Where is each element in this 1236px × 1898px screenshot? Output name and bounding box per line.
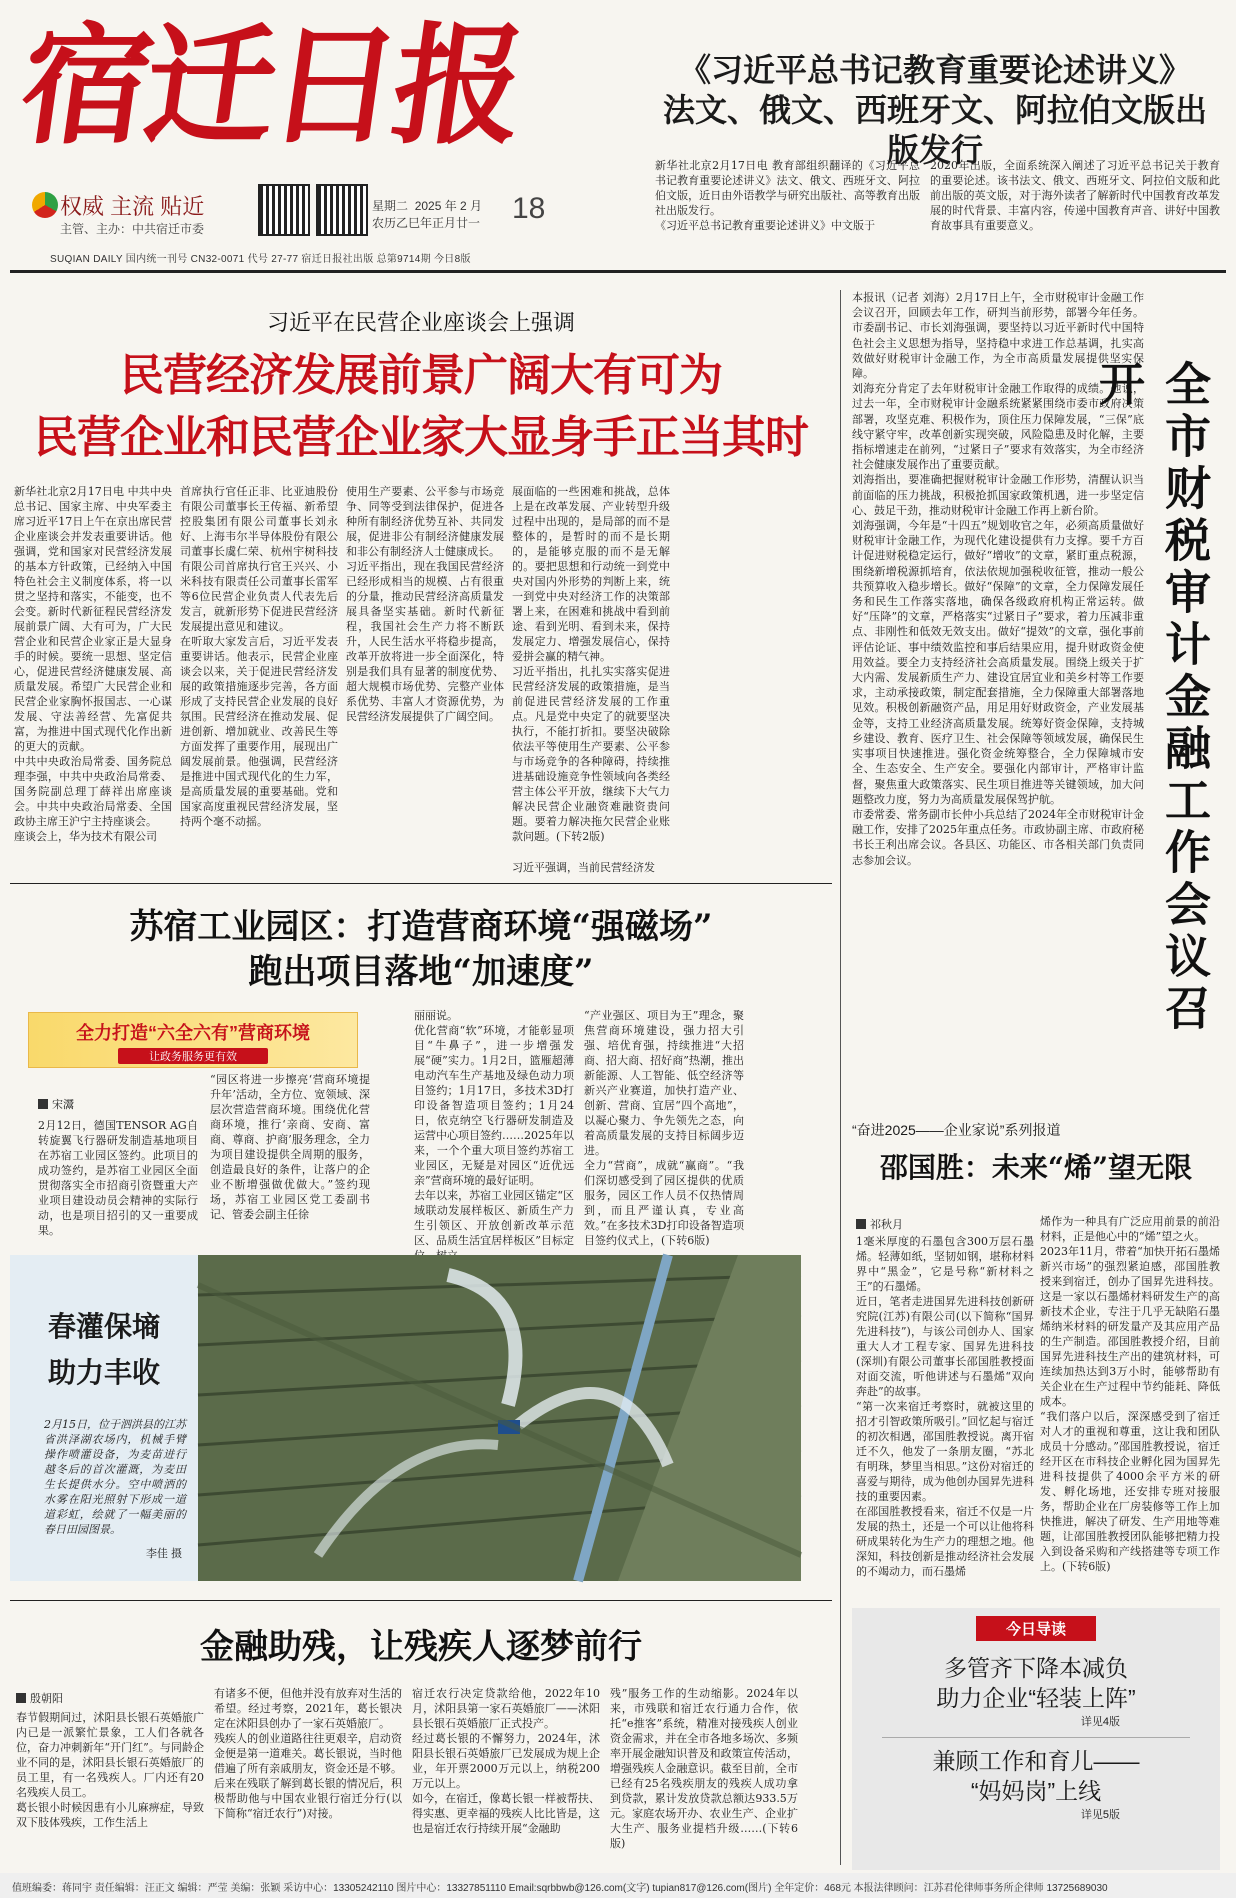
- finance-disabled-column-3: 宿迁农行决定贷款给他，2022年10月，沭阳县第一家石英婚旅厂——沭阳县长银石英婚旅厂正式投产。 经过葛长银的不懈努力，2024年，沭阳县长银石英婚旅厂已发展成为规上企业，年开票2000万元以上，纳税200万元以上。 如今，在宿迁，像葛长银一样被帮扶、得实惠、更幸福的残疾人比比皆是，这也是宿迁农行持续开展“金融助: [412, 1687, 600, 1835]
- finance-disabled-byline: [16, 1690, 63, 1706]
- masthead-emblem-icon: [32, 192, 58, 218]
- industrial-park-column-2: “园区将进一步擦亮‘营商环境提升年’活动，全方位、宽领域、深层次营造营商环境。围绕优化营商环境，推行‘亲商、安商、富商、尊商、护商’服务理念，全力为项目建设提供全周期的服务，创造最良好的条件，让落户的企业不断增强做优做大。”签约现场，苏宿工业园区党工委副书记、管委会副主任徐: [210, 1073, 370, 1221]
- irrigation-caption-panel: [10, 1255, 198, 1581]
- guide-item-2-page: 详见5版: [1080, 1809, 1120, 1821]
- lead-column-4: 展面临的一些困难和挑战，总体上是在改革发展、产业转型升级过程中出现的，是局部的而不是整体的，是暂时的而不是长期的，是能够克服的而不是无解的。要把思想和行动统一到党中央对国内外形势的判断上来，统一到党中央对经济工作的决策部署上来，在困难和挑战中看到前途、看到光明、看到未来，保持发展定力、增强发展信心，保持爱拼会赢的精气神。 习近平指出，扎扎实实落实促进民营经济发展的政策措施，是当前促进民营经济发展的工作重点。凡是党中央定了的就要坚决执行，不能打折扣。要坚决破除依法平等使用生产要素、公平参与市场竞争的各种障碍，持续推进基础设施竞争性领域向各类经营主体公平开放，继续下大气力解决民营企业融资难融资贵问题。要着力解决拖欠民营企业账款问题。(下转2版): [512, 485, 670, 843]
- page-footer: 值班编委：蒋同宇 责任编辑：汪正文 编辑：严莹 美编：张颖 采访中心：13305242110 图片中心：13327851110 Email:sqrbbwb@126.com(文字) tupian817@126.com(图片) 全年定价：468元 本报法律顾问：江苏君伦律师事务所企律师 13725689030: [0, 1873, 1236, 1898]
- top-story-title-line1: 《习近平总书记教育重要论述讲义》: [678, 51, 1191, 89]
- date: 2025 年 2 月: [414, 199, 483, 213]
- day-number: 18: [512, 192, 546, 225]
- weekday: 星期二: [372, 199, 409, 213]
- finance-disabled-column-4: 残”服务工作的生动缩影。2024年以来，市残联和宿迁农行通力合作，依托“e推客”系统，精准对接残疾人创业资金需求，并在全市各地多场次、多频率开展金融知识普及和政策宣传活动，增强残疾人金融意识。截至目前，全市已经有25名残疾朋友的残疾人成功拿到贷款，累计发放贷款总额达933.5万元。家庭农场开办、农业生产、企业扩大生产、服务业提档升级……(下转6版): [610, 1687, 798, 1850]
- irrigation-photo[interactable]: [198, 1255, 801, 1581]
- lead-column-4-tail: 习近平强调，当前民营经济发: [512, 861, 655, 874]
- shaoguo-series: “奋进2025——企业家说”系列报道: [852, 1122, 1061, 1138]
- shaoguo-column-1: 1毫米厚度的石墨包含300万层石墨烯。轻薄如纸，坚韧如钢，堪称材料界中“黑金”，它是号称“新材料之王”的石墨烯。 近日，笔者走进国昇先进科技创新研究院(江苏)有限公司(以下简称“国昇先进科技”)，与该公司创办人、国家重大人才工程专家、国昇先进科技(深圳)有限公司董事长邵国胜教授面对面交流，听他讲述与石墨烯“双向奔赴”的故事。 “第一次来宿迁考察时，就被这里的招才引智政策所吸引。”回忆起与宿迁的初次相遇，邵国胜教授说。离开宿迁不久，他发了一条朋友圈，“苏北有明珠，梦里当相思。”这份对宿迁的喜爱与期待，成为他创办国昇先进科技的重要因素。 在邵国胜教授看来，宿迁不仅是一片发展的热土，还是一个可以让他将科研成果转化为生产力的理想之地。他深知，科技创新是推动经济社会发展的不竭动力，而石墨烯: [856, 1235, 1034, 1578]
- industrial-park-byline: [38, 1096, 74, 1112]
- irrigation-photo-image: [198, 1255, 801, 1581]
- today-guide-box: [852, 1608, 1220, 1870]
- guide-item-2-line1: 兼顾工作和育儿——: [932, 1748, 1140, 1774]
- top-story-body-left: 新华社北京2月17日电 教育部组织翻译的《习近平总书记教育重要论述讲义》法文、俄文、西班牙文、阿拉伯文版，近日由外语教学与研究出版社、高等教育出版社出版发行。 《习近平总书记教育重要论述讲义》中文版于: [655, 159, 920, 232]
- guide-item-1-line1: 多管齐下降本减负: [944, 1655, 1128, 1681]
- guide-item-1-page: 详见4版: [1080, 1716, 1120, 1728]
- banner-subtitle: 让政务服务更有效: [118, 1048, 268, 1064]
- masthead-info: SUQIAN DAILY 国内统一刊号 CN32-0071 代号 27-77 宿迁日报社出版 总第9714期 今日8版: [50, 254, 471, 265]
- business-environment-banner: [28, 1012, 358, 1068]
- industrial-park-column-1: 2月12日，德国TENSOR AG自转旋翼飞行器研发制造基地项目在苏宿工业园区签约。此项目的成功签约，是苏宿工业园区全面贯彻落实全市招商引资暨重大产业项目建设动员会精神的实际行动，也是项目招引的又一重要成果。: [38, 1119, 198, 1237]
- industrial-park-column-4: “产业强区、项目为王”理念，聚焦营商环境建设，强力招大引强、培优育强，持续推进“大招商、招大商、招好商”热潮，推出新能源、人工智能、低空经济等新兴产业赛道，加快打造产业、创新、营商、宜居“四个高地”，以凝心聚力、争先领先之态，向着高质量发展的支持目标阔步迈进。 全力“营商”，成就“赢商”。“我们深切感受到了园区提供的优质服务，园区工作人员不仅热情周到，而且严谨认真，专业高效。”在多技术3D打印设备智造项目签约仪式上，(下转6版): [584, 1009, 744, 1247]
- finance-disabled-column-2: 有诸多不便，但他并没有放弃对生活的希望。经过考察，2021年，葛长银决定在沭阳县创办了一家石英婚旅厂。 残疾人的创业道路往往更艰辛，启动资金便是第一道难关。葛长银说，当时他借遍了所有亲戚朋友，资金还是不够。后来在残联了解到葛长银的情况后，积极帮助他与中国农业银行宿迁分行(以下简称“宿迁农行”)对接。: [214, 1687, 402, 1820]
- guide-divider: [882, 1737, 1190, 1738]
- finance-disabled-column-1: 春节假期间过，沭阳县长银石英婚旅广内已是一派繁忙景象，工人们各就各位，奋力冲刺新年“开门红”。与同龄企业不同的是，沭阳县长银石英婚旅厂的员工里，有一名残疾人。厂内还有20名残疾人员工。 葛长银小时候因患有小儿麻痹症，导致双下肢体残疾，工作生活上: [16, 1711, 204, 1829]
- qr-code-icon[interactable]: [316, 184, 368, 236]
- industrial-park-column-3: 丽丽说。 优化营商“软”环境，才能彰显项目“牛鼻子”，进一步增强发展“硬”实力。1月2日，篮雁超薄电动汽车生产基地及绿色动力项目签约；1月17日，多技术3D打印设备智造项目签约；1月24日，依克纳空飞行器研发制造及运营中心项目签约……2025年以来，一个个重大项目签约苏宿工业园区，无疑是对园区“近优远亲”营商环境的最好证明。 去年以来，苏宿工业园区锚定“区域联动发展样板区、新质生产力生引领区、开放创新改革示范区、品质生活宜居样板区”目标定: [414, 1009, 574, 1247]
- top-story-body-right: 2020年出版，全面系统深入阐述了习近平总书记关于教育的重要论述。该书法文、俄文、西班牙文、阿拉伯文版和此前出版的英文版，对于海外读者了解新时代中国教育改革发展的时代背景、丰富内容，传递中国教育声音、讲好中国教育故事具有重要意义。: [930, 159, 1220, 232]
- top-story-headline[interactable]: [650, 50, 1220, 170]
- lead-kicker: 习近平在民营企业座谈会上强调: [266, 310, 575, 335]
- lead-title-2[interactable]: 民营企业和民营企业家大显身手正当其时: [34, 412, 808, 463]
- guide-item-2-line2: “妈妈岗”上线: [970, 1778, 1102, 1804]
- byline-name: 祁秋月: [870, 1219, 903, 1231]
- industrial-park-title-1[interactable]: 苏宿工业园区：打造营商环境“强磁场”: [129, 907, 713, 947]
- qr-code-icon[interactable]: [258, 184, 310, 236]
- masthead-divider: [10, 270, 1226, 273]
- lunar-date: 农历乙巳年正月廿一: [372, 216, 481, 230]
- shaoguo-title[interactable]: 邵国胜：未来“烯”望无限: [879, 1151, 1193, 1184]
- today-guide-item[interactable]: [852, 1653, 1220, 1729]
- tax-meeting-title[interactable]: 全市财税审计金融工作会议召开: [1092, 360, 1212, 1036]
- section-divider: [10, 883, 832, 884]
- banner-title: 全力打造“六全六有”营商环境: [76, 1023, 310, 1043]
- masthead-motto: 权威 主流 贴近: [60, 194, 205, 219]
- shaoguo-column-2: 烯作为一种具有广泛应用前景的前沿材料，正是他心中的“烯”望之火。 2023年11月，带着“加快开拓石墨烯新兴市场”的强烈紧迫感，邵国胜教授来到宿迁，创办了国昇先进科技。这是一家以石墨烯材料研发生产的高新技术企业，专注于几乎无缺陷石墨烯纳米材料的研发量产及其应用产品的生产制造。邵国胜教授介绍，目前国昇先进科技生产出的建筑材料，可连续加热达到3万小时，能够帮助有关企业在生产过程中节约能耗、降低成本。 “我们落户以后，深深感受到了宿迁对人才的重视和尊重，这让我和团队成员十分感动。”邵国胜教授说，宿迁经开区在市科技企业孵化园为国昇先进科技提供了4000余平方米的研发、孵化场地，还安排专班对接服务，帮助企业在厂房装修等工作上加快推进，解决了研发、生产用地等难题，让邵国胜教授团队能够把精力投入到设备采购和产线搭建等专项工作上。(下转6版): [1040, 1215, 1220, 1573]
- column-divider: [840, 290, 841, 1865]
- top-story-title-line2: 法文、俄文、西班牙文、阿拉伯文版出版发行: [662, 91, 1207, 169]
- masthead-sponsor: 主管、主办：中共宿迁市委: [60, 222, 205, 236]
- irrigation-title-1: 春灌保墒: [47, 1310, 160, 1343]
- today-guide-item[interactable]: [852, 1746, 1220, 1822]
- byline-name: 殷朝阳: [30, 1693, 63, 1705]
- lead-column-3: 使用生产要素、公平参与市场竞争、同等受到法律保护，促进各种所有制经济优势互补、共同发展，促进非公有制经济健康发展和非公有制经济人士健康成长。 习近平指出，现在我国民营经济已经形成相当的规模、占有很重的分量，推动民营经济高质量发展具备坚实基础。新时代新征程，我国社会生产力将不断跃升，人民生活水平将稳步提高，改革开放将进一步全面深化，特别是我们具有显著的制度优势、超大规模市场优势、完整产业体系优势、丰富人才资源优势，为民营经济发展提供了广阔空间。: [346, 485, 504, 723]
- today-guide-header: 今日导读: [976, 1616, 1096, 1641]
- irrigation-caption: 2月15日，位于泗洪县的江苏省洪泽湖农场内，机械手臂操作喷灌设备，为麦苗进行越冬后的首次灌溉，为麦田生长提供水分。空中喷洒的水雾在阳光照射下形成一道道彩虹，绘就了一幅美丽的春日田园图景。: [44, 1418, 186, 1536]
- masthead-date: [372, 198, 482, 232]
- newspaper-logo: 宿迁日报: [11, 9, 529, 162]
- section-divider: [10, 1600, 832, 1601]
- byline-name: 宋灊: [52, 1099, 74, 1111]
- irrigation-title-2: 助力丰收: [47, 1356, 160, 1389]
- lead-title-1[interactable]: 民营经济发展前景广阔大有可为: [120, 350, 722, 401]
- photo-credit: 李佳 摄: [145, 1548, 182, 1560]
- shaoguo-byline: [856, 1216, 903, 1232]
- tax-meeting-body: 本报讯（记者 刘海）2月17日上午，全市财税审计金融工作会议召开，回顾去年工作，研判当前形势，部署今年任务。市委副书记、市长刘海强调，要坚持以习近平新时代中国特色社会主义思想为指导，坚持稳中求进工作总基调，扎实高效做好财税审计金融工作，为全市高质量发展提供坚实保障。 刘海充分肯定了去年财税审计金融工作取得的成绩。他说，过去一年，全市财税审计金融系统紧紧围绕市委市政府决策部署，攻坚克难、积极作为，顶住压力保障发展，“三保”底线守紧守牢，改革创新实现突破，风险隐患及时化解，主要指标增速走在前列，“过紧日子”要求有效落实，为全市经济社会健康发展作出了重要贡献。 刘海指出，要准确把握财税审计金融工作形势，清醒认识当前面临的压力挑战，积极抢抓国家政策机遇，进一步坚定信心、鼓足干劲，推动财税审计金融工作再上新台阶。 刘海强调，今年是“十四五”规划收官之年，必须高质量做好财税审计金融工作，为现代化建设提供有力支撑。要千方百计促进财税稳定运行，做好“增收”的文章，紧盯重点税源，围绕新增税源抓培育，依法依规加强税收征管，推动一般公共预算收入稳步增长。做好“保障”的文章，全力保障发展任务和民生工作落实落地，确保各级政府机构正常运转。做好“压降”的文章，严格落实“过紧日子”要求，着力压减非重点、非刚性和低效无效支出。做好“提效”的文章，强化事前评估论证、事中绩效监控和事后结果应用，提升财政资金使用效益。要全力支持经济社会高质量发展。围绕上级关于扩大内需、发展新质生产力、建设宜居宜业和美乡村等工作要求，主动承接政策，制定配套措施，全力保障重大部署落地见效。积极创新融资产品，用足用好财政资金，产业发展基金等，支持工业经济高质量发展。统筹好资金保障，支持城乡建设、教育、医疗卫生、社会保障等领域发展，确保民生实事项目快速推进。强化资金统筹整合，全力保障城市安全、生态安全、生产安全。要强化内部审计，严格审计监督，聚焦重大政策落实、民生项目推进等关键领域，加大问题整改力度，努力为高质量发展保驾护航。 市委常委、常务副市长仲小兵总结了2024年全市财税审计金融工作，安排了2025年重点任务。市政协副主席、市政府秘书长王利出席会议。各县区、功能区、市各相关部门负责同志参加会议。: [852, 291, 1144, 867]
- finance-disabled-title[interactable]: 金融助残，让残疾人逐梦前行: [200, 1627, 642, 1667]
- industrial-park-title-2[interactable]: 跑出项目落地“加速度”: [248, 952, 594, 992]
- lead-column-1: 新华社北京2月17日电 中共中央总书记、国家主席、中央军委主席习近平17日上午在京出席民营企业座谈会并发表重要讲话。他强调，党和国家对民营经济发展的基本方针政策，已经纳入中国特色社会主义制度体系，将一以贯之坚持和落实，不能变，也不会变。新时代新征程民营经济发展前景广阔、大有可为，广大民营企业和民营企业家正是大显身手的时候。要统一思想、坚定信心，促进民营经济健康发展、高质量发展。希望广大民营企业和民营企业家胸怀报国志、一心谋发展、守法善经营、先富促共富，为推进中国式现代化作出新的更大的贡献。 中共中央政治局常委、国务院总理李强，中共中央政治局常委、国务院副总理丁薛祥出席座谈会。中共中央政治局常委、全国政协主席王沪宁主持座谈会。 座谈会上，华为技术有限公司: [14, 485, 172, 843]
- guide-item-1-line2: 助力企业“轻装上阵”: [936, 1685, 1136, 1711]
- lead-column-2: 首席执行官任正非、比亚迪股份有限公司董事长王传福、新希望控股集团有限公司董事长刘永好、上海韦尔半导体股份有限公司董事长虞仁荣、杭州宇树科技有限公司首席执行官王兴兴、小米科技有限责任公司董事长雷军等6位民营企业负责人代表先后发言，就新形势下促进民营经济发展提出意见和建议。 在听取大家发言后，习近平发表重要讲话。他表示，民营企业座谈会以来，关于促进民营经济发展的政策措施逐步完善，各方面形成了支持民营企业发展的良好氛围。民营经济在推动发展、促进创新、增加就业、改善民生等方面发挥了重要作用，展现出广阔发展前景。他强调，民营经济是推进中国式现代化的生力军，是高质量发展的重要基础。党和国家高度重视民营经济发展，坚持两个毫不动摇。: [180, 485, 338, 828]
